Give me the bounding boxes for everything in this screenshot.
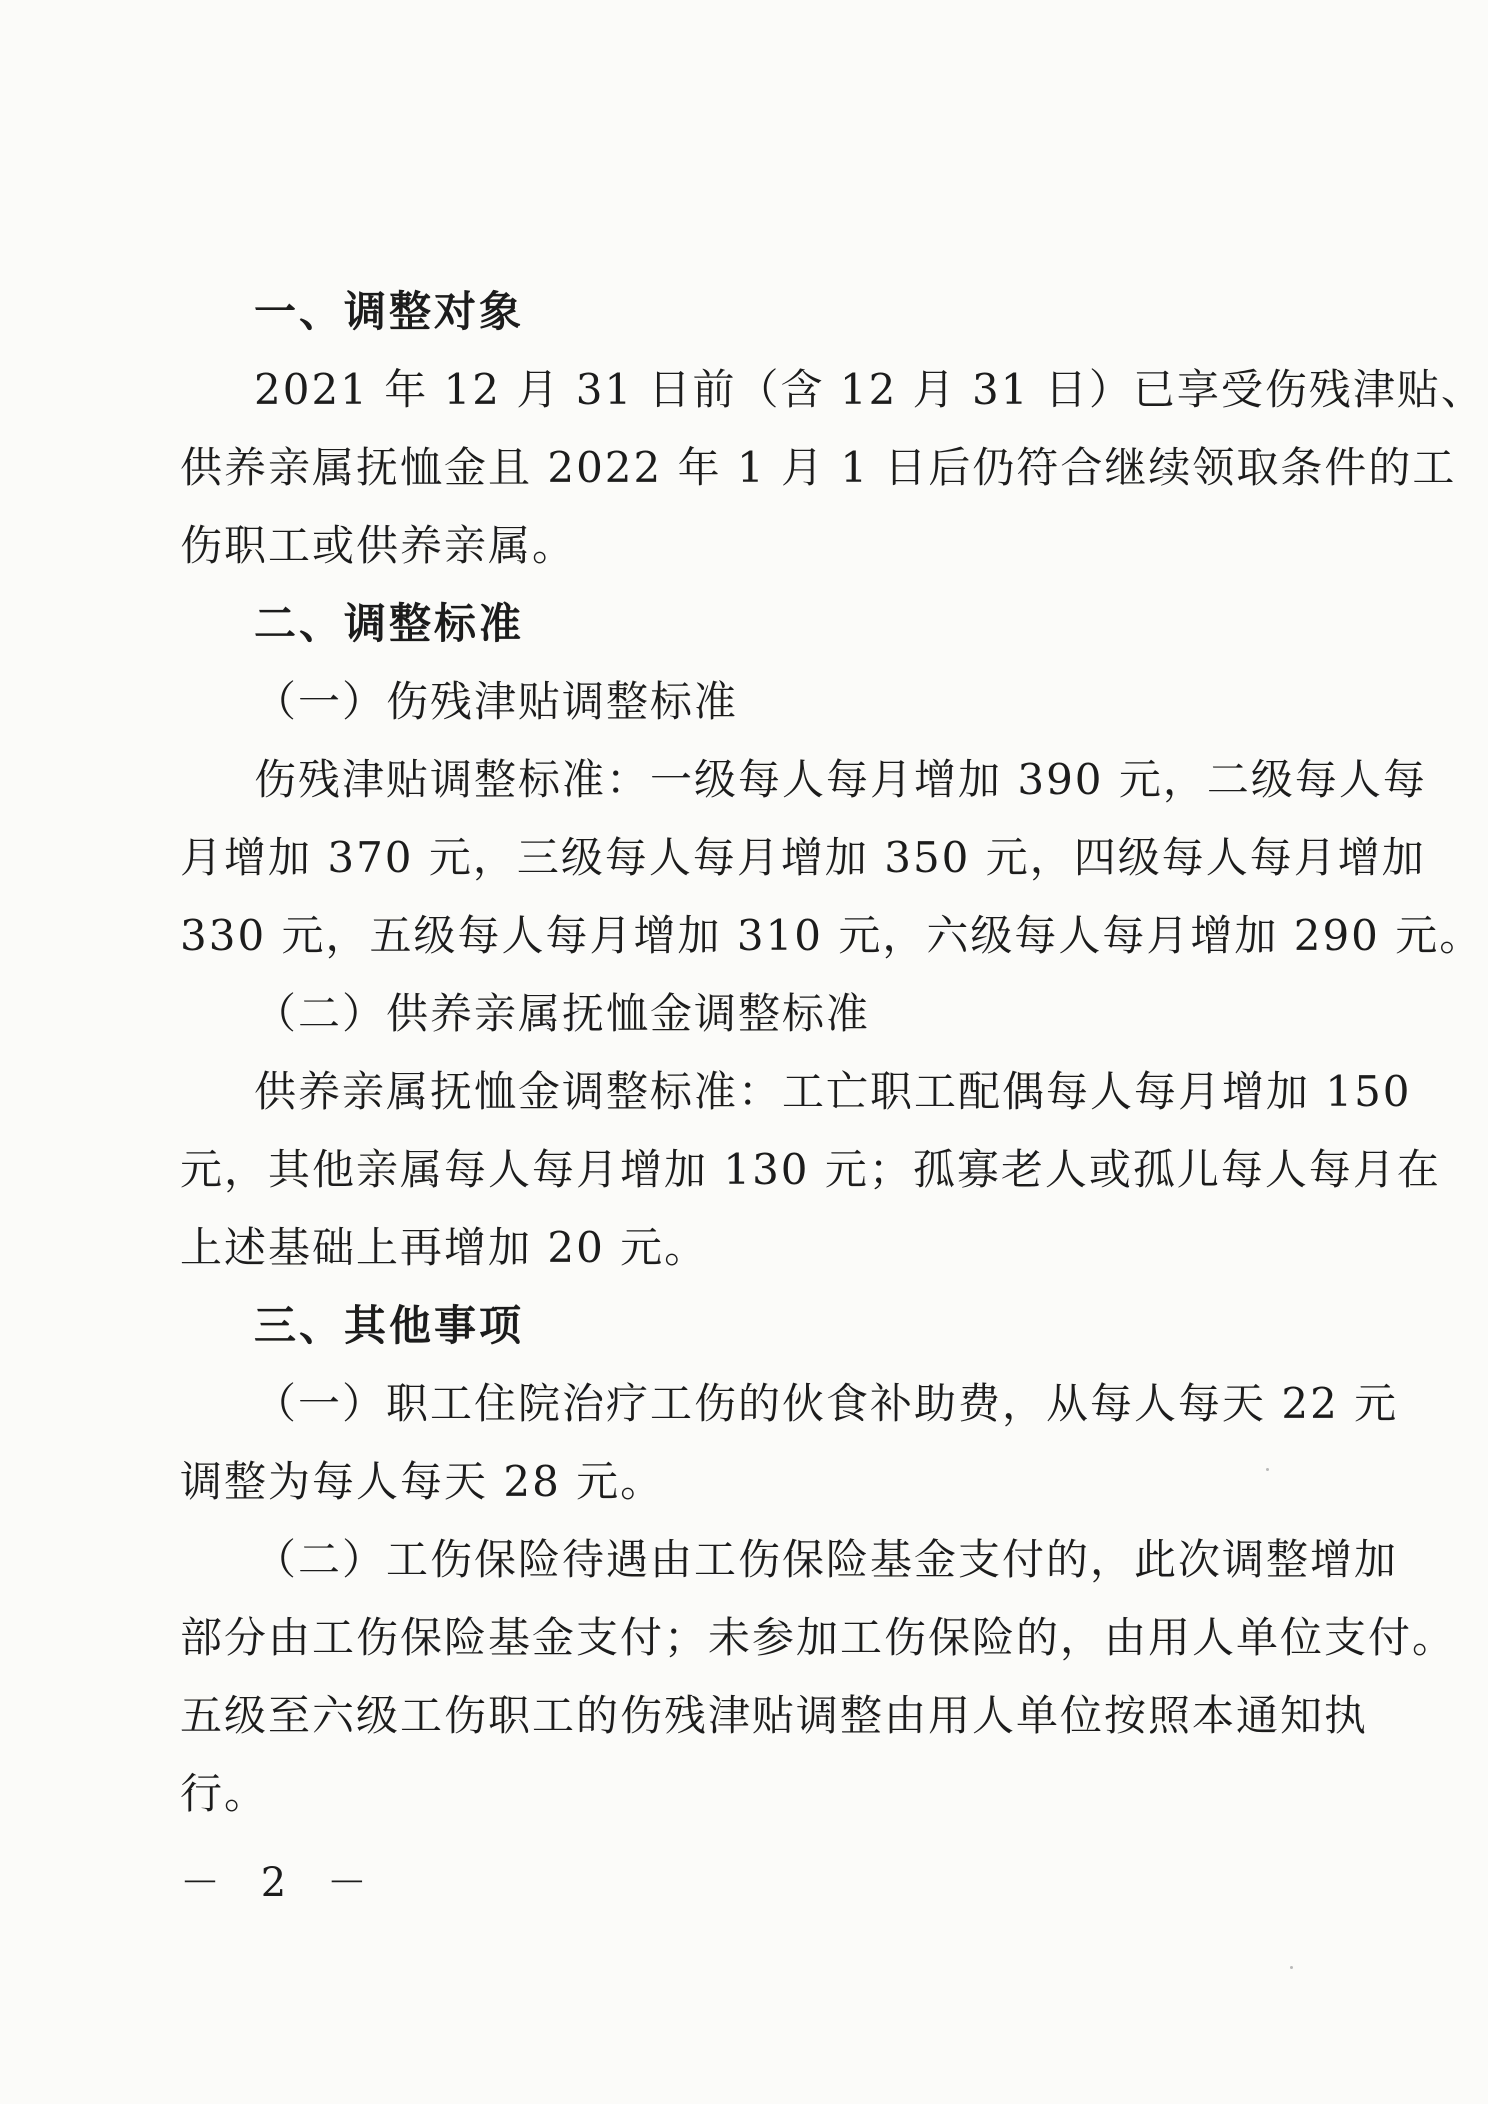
paragraph-line: 元，其他亲属每人每月增加 130 元；孤寡老人或孤儿每人每月在	[180, 1145, 1441, 1194]
subsection-heading-disability-allowance: （一）伤残津贴调整标准	[254, 677, 739, 726]
paragraph-line: 2021 年 12 月 31 日前（含 12 月 31 日）已享受伤残津贴、	[254, 365, 1485, 414]
paragraph-line: 上述基础上再增加 20 元。	[180, 1223, 709, 1272]
scan-speck	[1290, 1966, 1293, 1969]
paragraph-line: 五级至六级工伤职工的伤残津贴调整由用人单位按照本通知执	[180, 1691, 1369, 1740]
paragraph-line: 伤残津贴调整标准：一级每人每月增加 390 元，二级每人每	[254, 755, 1427, 804]
paragraph-line: 330 元，五级每人每月增加 310 元，六级每人每月增加 290 元。	[180, 911, 1484, 960]
paragraph-line: 伤职工或供养亲属。	[180, 521, 577, 570]
section-heading-other-matters: 三、其他事项	[254, 1301, 525, 1350]
paragraph-line: （二）工伤保险待遇由工伤保险基金支付的，此次调整增加	[254, 1535, 1399, 1584]
subsection-heading-dependent-pension: （二）供养亲属抚恤金调整标准	[254, 989, 871, 1038]
paragraph-line: 部分由工伤保险基金支付；未参加工伤保险的，由用人单位支付。	[180, 1613, 1457, 1662]
section-heading-adjustment-standards: 二、调整标准	[254, 599, 525, 648]
page-number: － 2 －	[180, 1860, 381, 1906]
paragraph-line: 调整为每人每天 28 元。	[180, 1457, 665, 1506]
paragraph-line: 供养亲属抚恤金且 2022 年 1 月 1 日后仍符合继续领取条件的工	[180, 443, 1457, 492]
section-heading-adjustment-targets: 一、调整对象	[254, 287, 525, 336]
paragraph-line: 月增加 370 元，三级每人每月增加 350 元，四级每人每月增加	[180, 833, 1426, 882]
paragraph-line: 行。	[180, 1769, 269, 1818]
scan-speck	[1266, 1468, 1269, 1471]
paragraph-line: 供养亲属抚恤金调整标准：工亡职工配偶每人每月增加 150	[254, 1067, 1412, 1116]
paragraph-line: （一）职工住院治疗工伤的伙食补助费，从每人每天 22 元	[254, 1379, 1399, 1428]
